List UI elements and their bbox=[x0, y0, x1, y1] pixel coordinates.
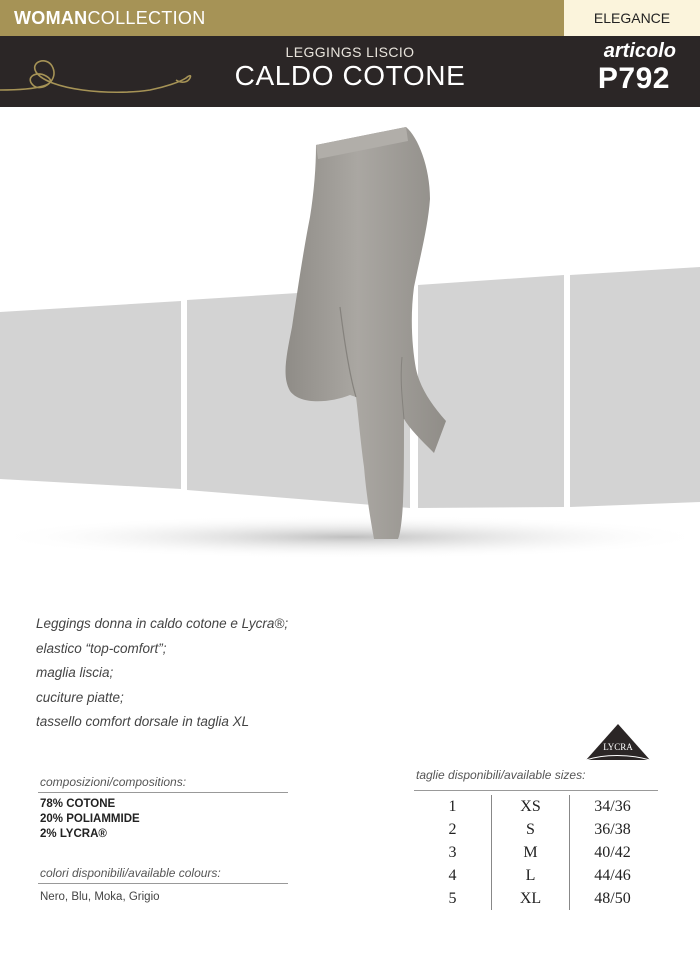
wall-panel-4 bbox=[570, 267, 700, 507]
product-description bbox=[36, 612, 288, 735]
composition-item: 20% POLIAMMIDE bbox=[40, 813, 140, 825]
table-row bbox=[414, 887, 655, 910]
size-number: 1 bbox=[448, 797, 457, 815]
compositions-list bbox=[40, 797, 140, 842]
compositions-label: composizioni/compositions: bbox=[40, 775, 187, 789]
size-number: 5 bbox=[448, 889, 457, 907]
lycra-logo-text: LYCRA bbox=[603, 742, 633, 752]
sizes-table bbox=[414, 795, 655, 910]
line-tag: ELEGANCE bbox=[564, 0, 700, 36]
article-code: P792 bbox=[597, 62, 670, 95]
brand-title bbox=[14, 8, 206, 29]
wall-panel-1 bbox=[0, 301, 181, 489]
description-line: cuciture piatte; bbox=[36, 689, 124, 705]
composition-item: 78% COTONE bbox=[40, 798, 116, 810]
product-subtitle: LEGGINGS LISCIO bbox=[285, 44, 415, 60]
colours-label: colori disponibili/available colours: bbox=[40, 866, 221, 880]
product-title: CALDO COTONE bbox=[234, 60, 466, 91]
description-line: elastico “top-comfort”; bbox=[36, 640, 167, 656]
lycra-logo bbox=[584, 720, 654, 764]
table-row bbox=[414, 818, 655, 841]
size-letter: XL bbox=[492, 887, 570, 910]
size-letter: L bbox=[492, 864, 570, 887]
table-row bbox=[414, 864, 655, 887]
description-line: tassello comfort dorsale in taglia XL bbox=[36, 714, 250, 729]
size-range: 36/38 bbox=[570, 818, 656, 841]
compositions-divider bbox=[38, 792, 288, 793]
description-line: Leggings donna in caldo cotone e Lycra®; bbox=[36, 616, 289, 631]
floor-shadow bbox=[0, 515, 700, 559]
size-number: 3 bbox=[448, 843, 457, 861]
size-letter: M bbox=[492, 841, 570, 864]
size-letter: XS bbox=[492, 795, 570, 818]
size-number: 2 bbox=[448, 820, 457, 838]
size-range: 40/42 bbox=[570, 841, 656, 864]
colours-divider bbox=[38, 883, 288, 884]
table-row bbox=[414, 795, 655, 818]
sizes-divider bbox=[414, 790, 658, 791]
table-row bbox=[414, 841, 655, 864]
composition-item: 2% LYCRA® bbox=[40, 828, 107, 840]
size-number: 4 bbox=[448, 866, 457, 884]
size-range: 48/50 bbox=[570, 887, 656, 910]
size-letter: S bbox=[492, 818, 570, 841]
article-label: articolo bbox=[603, 40, 676, 62]
product-stage bbox=[0, 107, 700, 587]
wall-panel-3 bbox=[418, 275, 564, 508]
sizes-label: taglie disponibili/available sizes: bbox=[416, 768, 586, 782]
brand-rest: COLLECTION bbox=[87, 8, 206, 28]
size-range: 34/36 bbox=[570, 795, 656, 818]
colours-value: Nero, Blu, Moka, Grigio bbox=[40, 891, 160, 903]
brand-bold: WOMAN bbox=[14, 8, 88, 28]
size-range: 44/46 bbox=[570, 864, 656, 887]
description-line: maglia liscia; bbox=[36, 665, 114, 680]
